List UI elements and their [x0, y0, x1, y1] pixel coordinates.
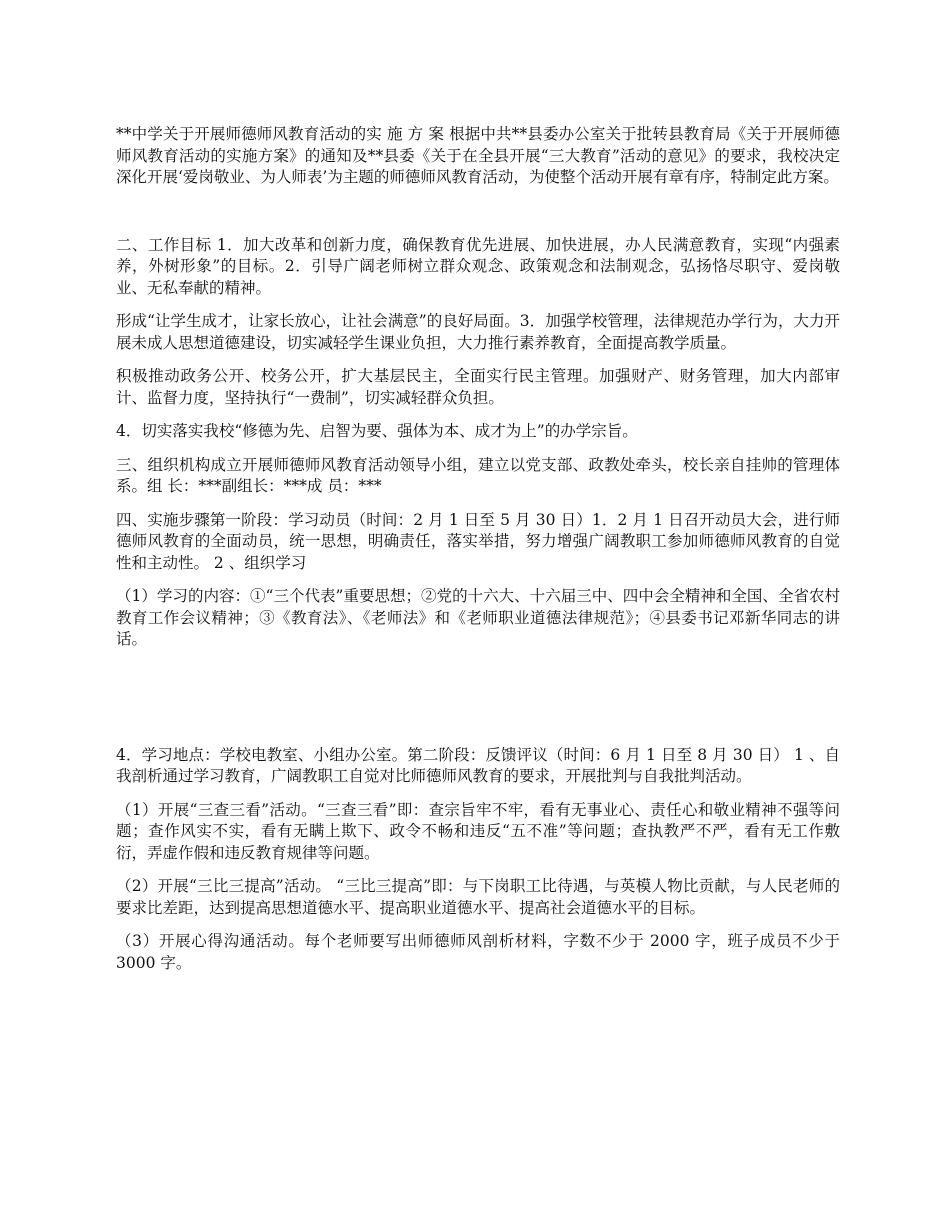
spacer	[116, 663, 840, 745]
paragraph-management: 积极推动政务公开、校务公开，扩大基层民主，全面实行民主管理。加强财产、财务管理，加大内部审计、监督力度，坚持执行“一费制”，切实减轻群众负担。	[116, 367, 840, 407]
paragraph-goals-cont: 形成“让学生成才，让家长放心，让社会满意”的良好局面。3．加强学校管理，法律规范办学行为，大力开展未成人思想道德建设，切实减轻学生课业负担，大力推行素养教育，全面提高教学质量。	[116, 312, 840, 352]
paragraph-study-content: （1）学习的内容：①“三个代表”重要思想；②党的十六大、十六届三中、四中会全精神和全国、全省农村教育工作会议精神；③《教育法》、《老师法》和《老师职业道德法律规范》；④县委书记邓新华同志的讲话。	[116, 587, 840, 648]
paragraph-intro: **中学关于开展师德师风教育活动的实 施 方 案 根据中共**县委办公室关于批转县教育局《关于开展师德师风教育活动的实施方案》的通知及**县委《关于在全县开展“三大教育”活动的意见》的要求，我校决定深化开展‘爱岗敬业、为人师表’为主题的师德师风教育活动，为使整个活动开展有章有序，特制定此方案。	[116, 125, 840, 186]
paragraph-goals: 二、工作目标 1．加大改革和创新力度，确保教育优先进展、加快进展，办人民满意教育，实现“内强素养，外树形象”的目标。2．引导广阔老师树立群众观念、政策观念和法制观念，弘扬恪尽职守、爱岗敬业、无私奉献的精神。	[116, 235, 840, 297]
paragraph-three-comparisons: （2）开展“三比三提高”活动。 “三比三提高”即：与下岗职工比待遇，与英模人物比贡献，与人民老师的要求比差距，达到提高思想道德水平、提高职业道德水平、提高社会道德水平的目标。	[116, 877, 840, 917]
spacer	[116, 201, 840, 235]
paragraph-three-checks: （1）开展“三查三看”活动。“三查三看”即：查宗旨牢不牢，看有无事业心、责任心和敬业精神不强等问题；查作风实不实，看有无瞒上欺下、政令不畅和违反“五不准”等问题；查执教严不严，看有无工作敷衍，弄虚作假和违反教育规律等问题。	[116, 800, 840, 862]
paragraph-study-location: 4．学习地点：学校电教室、小组办公室。第二阶段：反馈评议（时间：6 月 1 日至 8 月 30 日） 1 、自我剖析通过学习教育，广阔教职工自觉对比师德师风教育的要求，开展批判与自我批判活动。	[116, 745, 840, 785]
document-page	[116, 124, 840, 986]
paragraph-school-motto: 4．切实落实我校“修德为先、启智为要、强体为本、成才为上”的办学宗旨。	[116, 422, 638, 440]
paragraph-experience-exchange: （3）开展心得沟通活动。每个老师要写出师德师风剖析材料，字数不少于 2000 字，班子成员不少于 3000 字。	[116, 932, 840, 972]
paragraph-steps: 四、实施步骤第一阶段：学习动员（时间：2 月 1 日至 5 月 30 日）1．2 月 1 日召开动员大会，进行师德师风教育的全面动员，统一思想，明确责任，落实举措，努力增强广阔教职工参加师德师风教育的自觉性和主动性。 2 、组织学习	[116, 510, 840, 572]
paragraph-organization: 三、组织机构成立开展师德师风教育活动领导小组，建立以党支部、政教处牵头，校长亲自挂帅的管理体系。组 长：***副组长：***成 员：***	[116, 455, 840, 495]
